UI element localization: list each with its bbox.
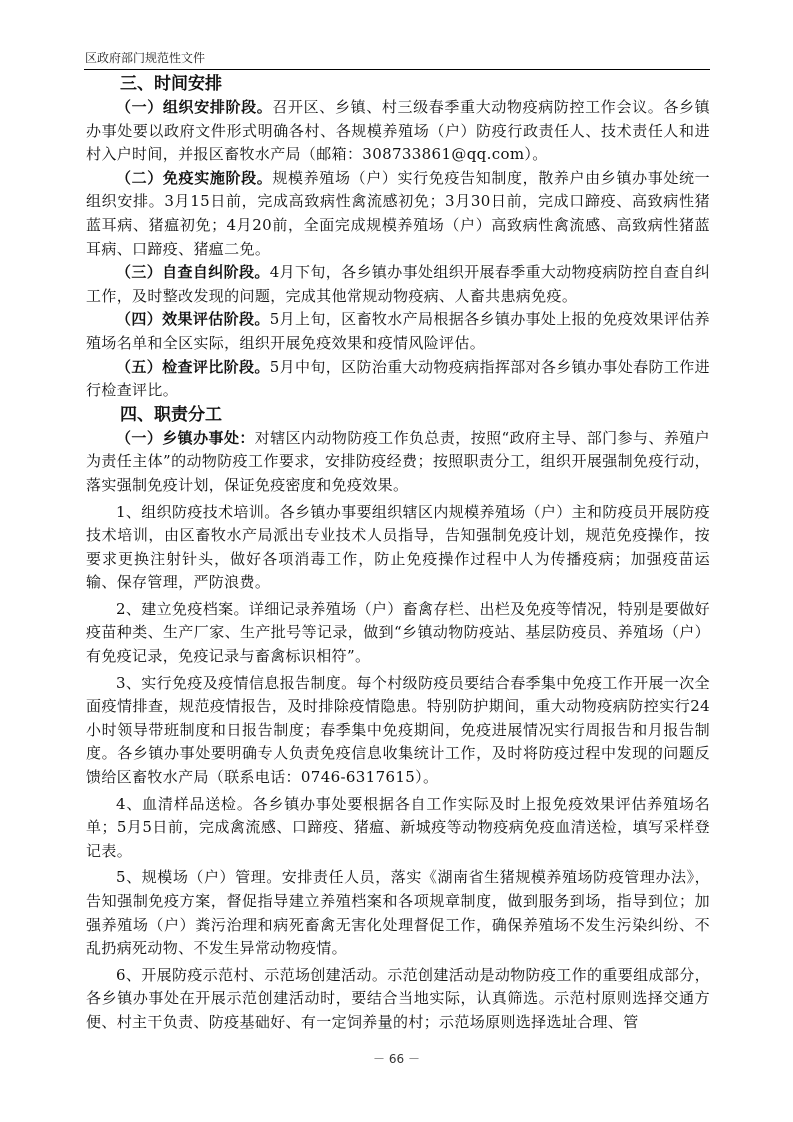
paragraph: 1、组织防疫技术培训。各乡镇办事要组织辖区内规模养殖场（户）主和防疫员开展防疫技术培训，由区畜牧水产局派出专业技术人员指导，告知强制免疫计划，规范免疫操作，按要求更换注射针头，做好各项消毒工作，防止免疫操作过程中人为传播疫病；加强疫苗运输、保存管理，严防浪费。: [86, 502, 710, 592]
paragraph: 5、规模场（户）管理。安排责任人员，落实《湖南省生猪规模养殖场防疫管理办法》，告知强制免疫方案，督促指导建立养殖档案和各项规章制度，做到服务到场，指导到位；加强养殖场（户）粪污治理和病死畜禽无害化处理督促工作，确保养殖场不发生污染纠纷、不乱扔病死动物、不发生异常动物疫情。: [86, 868, 710, 958]
paragraph: 4、血清样品送检。各乡镇办事处要根据各自工作实际及时上报免疫效果评估养殖场名单；5月5日前，完成禽流感、口蹄疫、猪瘟、新城疫等动物疫病免疫血清送检，填写采样登记表。: [86, 794, 710, 860]
paragraph: （一）组织安排阶段。召开区、乡镇、村三级春季重大动物疫病防控工作会议。各乡镇办事处要以政府文件形式明确各村、各规模养殖场（户）防疫行政责任人、技术责任人和进村入户时间，并报区畜牧水产局（邮箱：308733861@qq.com）。: [86, 98, 710, 164]
paragraph: （五）检查评比阶段。5月中旬，区防治重大动物疫病指挥部对各乡镇办事处春防工作进行检查评比。: [86, 357, 710, 400]
paragraph: （二）免疫实施阶段。规模养殖场（户）实行免疫告知制度，散养户由乡镇办事处统一组织安排。3月15日前，完成高致病性禽流感初免；3月30日前，完成口蹄疫、高致病性猪蓝耳病、猪瘟初免；4月20前，全面完成规模养殖场（户）高致病性禽流感、高致病性猪蓝耳病、口蹄疫、猪瘟二免。: [86, 168, 710, 258]
paragraph: （四）效果评估阶段。5月上旬，区畜牧水产局根据各乡镇办事处上报的免疫效果评估养殖场名单和全区实际，组织开展免疫效果和疫情风险评估。: [86, 310, 710, 352]
header-rule: [84, 69, 710, 70]
paragraph: （一）乡镇办事处：对辖区内动物防疫工作负总责，按照“政府主导、部门参与、养殖户为责任主体”的动物防疫工作要求，安排防疫经费；按照职责分工，组织开展强制免疫行动，落实强制免疫计划，保证免疫密度和免疫效果。: [86, 428, 711, 494]
paragraph: 6、开展防疫示范村、示范场创建活动。示范创建活动是动物防疫工作的重要组成部分，各乡镇办事处在开展示范创建活动时，要结合当地实际，认真筛选。示范村原则选择交通方便、村主干负责、防疫基础好、有一定饲养量的村；示范场原则选择选址合理、管: [86, 965, 710, 1031]
paragraph: （三）自查自纠阶段。4月下旬，各乡镇办事处组织开展春季重大动物疫病防控自查自纠工作，及时整改发现的问题，完成其他常规动物疫病、人畜共患病免疫。: [86, 263, 710, 305]
section-heading-responsibilities: 四、职责分工: [120, 404, 222, 425]
page-number: － 66 －: [373, 1052, 420, 1066]
running-header: 区政府部门规范性文件: [85, 51, 206, 65]
document-body: [86, 72, 710, 1035]
paragraph: 2、建立免疫档案。详细记录养殖场（户）畜禽存栏、出栏及免疫等情况，特别是要做好疫苗种类、生产厂家、生产批号等记录，做到“乡镇动物防疫站、基层防疫员、养殖场（户）有免疫记录，免疫记录与畜禽标识相符”。: [86, 599, 710, 666]
section-heading-time-schedule: 三、时间安排: [120, 74, 222, 94]
paragraph: 3、实行免疫及疫情信息报告制度。每个村级防疫员要结合春季集中免疫工作开展一次全面疫情排查，规范疫情报告，及时排除疫情隐患。特别防护期间，重大动物疫病防控实行24小时领导带班制度和日报告制度；春季集中免疫期间，免疫进展情况实行周报告和月报告制度。各乡镇办事处要明确专人负责免疫信息收集统计工作，及时将防疫过程中发现的问题反馈给区畜牧水产局（联系电话：0746-6317615）。: [86, 673, 710, 787]
